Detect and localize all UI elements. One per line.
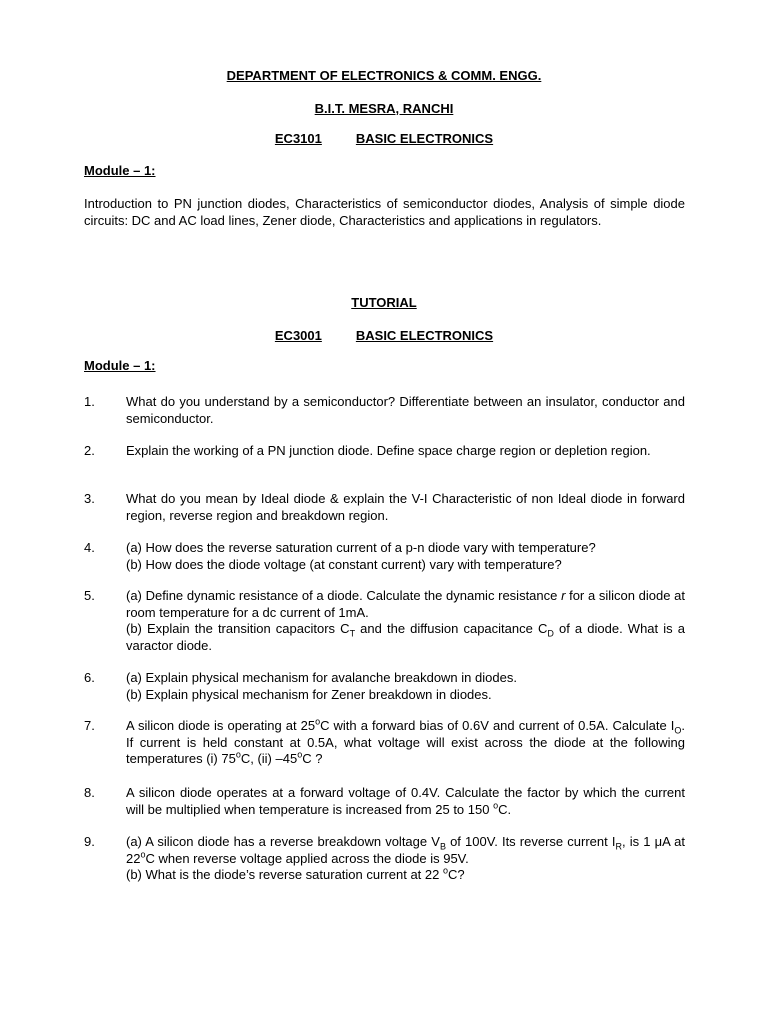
question-part-b — [126, 867, 685, 884]
text-segment: (a) A silicon diode has a reverse breakdown voltage V — [126, 834, 440, 849]
question-part-b: (b) Explain physical mechanism for Zener breakdown in diodes. — [126, 686, 492, 702]
degree-sup: o — [235, 749, 241, 760]
text-segment: , is 1 μA at 22 — [126, 834, 686, 866]
question-number: 1. — [84, 394, 95, 409]
text-segment: A silicon diode is operating at 25 — [126, 718, 316, 733]
subscript-o: O — [674, 725, 682, 736]
question-text: What do you mean by Ideal diode & explain the V-I Characteristic of non Ideal diode in forward region, reverse region and breakdown region. — [126, 491, 685, 523]
question-part-a: (a) How does the reverse saturation current of a p-n diode vary with temperature? — [126, 540, 596, 555]
subscript-t: T — [349, 628, 356, 639]
question-part-b: (b) How does the diode voltage (at constant current) vary with temperature? — [126, 556, 562, 572]
question-part-a — [126, 834, 685, 867]
text-segment: of 100V. Its reverse current I — [445, 834, 616, 849]
text-segment: C, (ii) –45 — [240, 751, 298, 766]
question-number: 9. — [84, 834, 95, 849]
part-b-text: (b) Explain the transition capacitors C — [126, 621, 350, 636]
part-a-text: (a) Define dynamic resistance of a diode. Calculate the dynamic resistance — [126, 588, 562, 603]
question-text — [126, 785, 685, 818]
text-segment: C with a forward bias of 0.6V and current of 0.5A. Calculate I — [320, 718, 675, 733]
text-segment: C when reverse voltage applied across the diode is 95V. — [145, 850, 469, 866]
degree-sup: o — [442, 865, 448, 876]
question-number: 6. — [84, 670, 95, 685]
institute-heading: B.I.T. MESRA, RANCHI — [314, 101, 454, 116]
tutorial-course-heading — [0, 328, 768, 345]
question-part-b — [126, 621, 685, 654]
department-heading: DEPARTMENT OF ELECTRONICS & COMM. ENGG. — [226, 68, 542, 83]
part-a-text-end: for a silicon diode at room temperature for a dc current of 1mA. — [126, 588, 685, 620]
degree-sup: o — [297, 749, 303, 760]
text-segment: . If current is held constant at 0.5A, what voltage will exist across the diode at the following temperatures (i) 75 — [126, 718, 685, 766]
subscript-d: D — [547, 628, 554, 639]
question-part-a — [126, 588, 685, 621]
question-text: What do you understand by a semiconductor? Differentiate between an insulator, conductor and semiconductor. — [126, 394, 685, 426]
text-segment: C. — [498, 801, 512, 817]
part-b-text-mid: and the diffusion capacitance C — [355, 621, 548, 636]
text-segment: C? — [448, 867, 465, 882]
tutorial-module-title: Module – 1: — [84, 358, 156, 373]
degree-sup: o — [315, 716, 321, 727]
question-number: 5. — [84, 588, 95, 603]
question-number: 4. — [84, 540, 95, 555]
subscript-r: R — [615, 841, 622, 852]
question-number: 8. — [84, 785, 95, 800]
course-heading — [0, 131, 768, 148]
syllabus-text: Introduction to PN junction diodes, Characteristics of semiconductor diodes, Analysis of simple diode circuits: DC and AC load lines, Zener diode, Characteristics and applications in regulators. — [84, 196, 685, 228]
question-number: 2. — [84, 443, 95, 458]
subscript-b: B — [439, 841, 446, 852]
text-segment: C ? — [302, 751, 323, 766]
syllabus-module-title: Module – 1: — [84, 163, 156, 178]
question-number: 7. — [84, 718, 95, 733]
question-part-a: (a) Explain physical mechanism for avalanche breakdown in diodes. — [126, 670, 517, 685]
text-segment: A silicon diode operates at a forward voltage of 0.4V. Calculate the factor by which the current will be multiplied when temperature is increased from 25 to 150 — [126, 785, 685, 817]
question-text: Explain the working of a PN junction diode. Define space charge region or depletion region. — [126, 443, 651, 458]
tutorial-course-name: BASIC ELECTRONICS — [355, 328, 494, 343]
degree-sup: o — [493, 800, 499, 811]
symbol-r: r — [561, 588, 566, 603]
tutorial-course-code: EC3001 — [274, 328, 322, 343]
course-name: BASIC ELECTRONICS — [355, 131, 494, 146]
part-b-text-end: of a diode. What is a varactor diode. — [126, 621, 685, 653]
course-code: EC3101 — [274, 131, 322, 146]
degree-sup: o — [140, 849, 146, 860]
tutorial-heading: TUTORIAL — [351, 295, 417, 310]
question-number: 3. — [84, 491, 95, 506]
question-text — [126, 718, 685, 768]
text-segment: (b) What is the diode’s reverse saturation current at 22 — [126, 867, 443, 882]
